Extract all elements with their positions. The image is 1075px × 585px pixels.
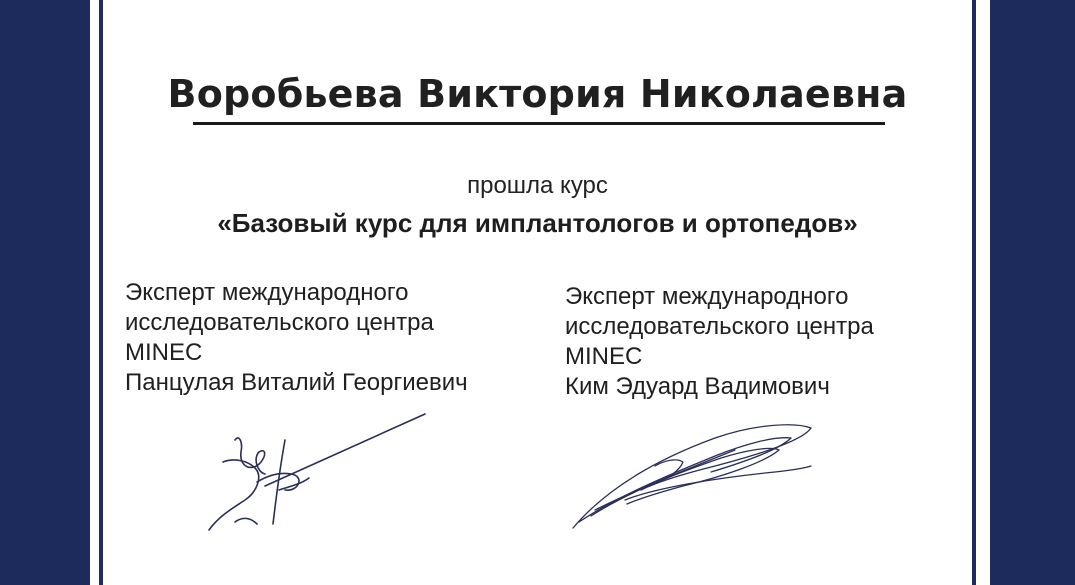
signer-left-title-line1: Эксперт международного (125, 279, 409, 306)
signer-left-name: Панцулая Виталий Георгиевич (125, 369, 468, 396)
signer-right-title-line2: исследовательского центра (565, 313, 874, 340)
signer-right-name: Ким Эдуард Вадимович (565, 373, 830, 400)
signer-right-title-line1: Эксперт международного (565, 283, 849, 310)
left-border-band (0, 0, 90, 585)
right-border-band (990, 0, 1075, 585)
signer-right (565, 282, 874, 402)
recipient-name: Воробьева Виктория Николаевна (167, 72, 908, 116)
passed-course-text: прошла курс (467, 172, 608, 199)
signer-left (125, 278, 468, 398)
course-title: «Базовый курс для имплантологов и ортопедов» (217, 208, 858, 238)
signature-left (195, 412, 435, 552)
recipient-underline (193, 122, 885, 125)
signer-left-title-line2: исследовательского центра (125, 309, 434, 336)
signature-right (565, 420, 815, 535)
cropped-heading-fragment (320, 0, 760, 2)
signer-left-title-line3: MINEC (125, 339, 203, 366)
signer-right-title-line3: MINEC (565, 343, 643, 370)
